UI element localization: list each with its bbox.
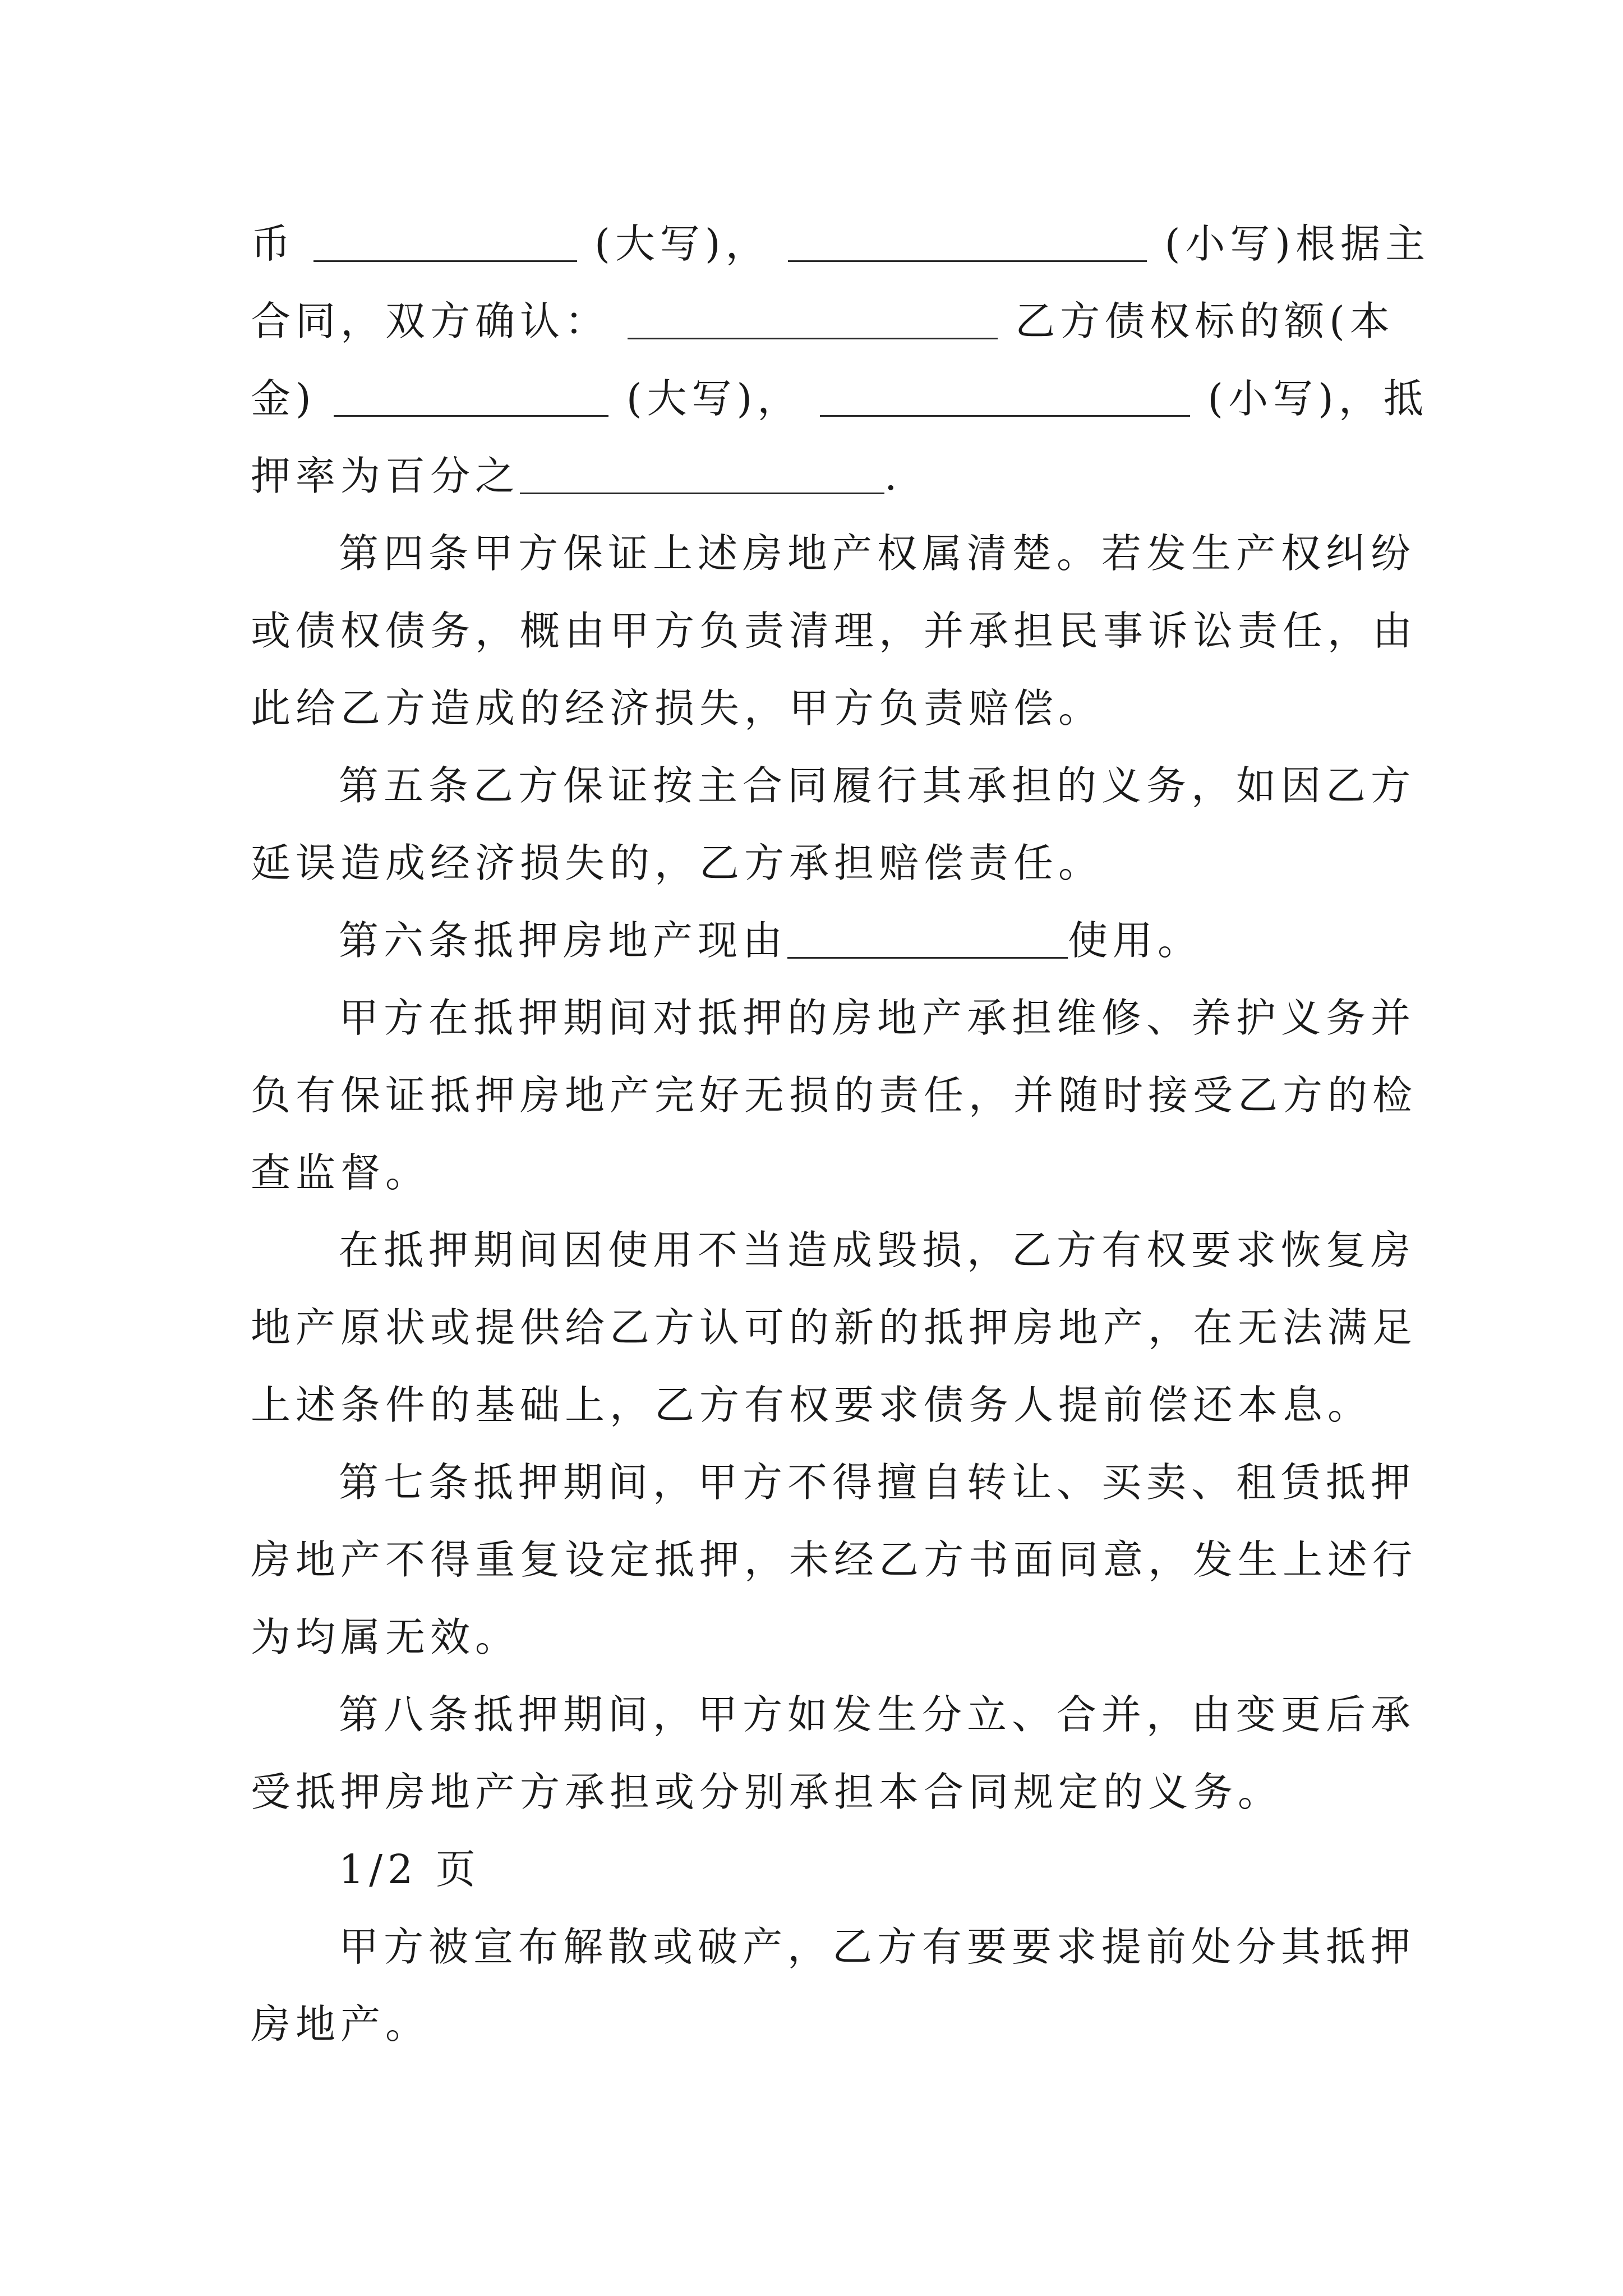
text-line (251, 445, 1378, 507)
paragraph-line: 负有保证抵押房地产完好无损的责任，并随时接受乙方的检 (251, 1072, 1418, 1119)
paragraph-line: 第四条甲方保证上述房地产权属清楚。若发生产权纠纷 (339, 530, 1416, 577)
text-segment: 币 (251, 220, 296, 267)
text-segment: (大写)， (626, 375, 803, 422)
paragraph-line: 在抵押期间因使用不当造成毁损，乙方有权要求恢复房 (339, 1227, 1416, 1273)
fill-in-blank[interactable] (787, 918, 1068, 959)
paragraph-line: 第七条抵押期间，甲方不得擅自转让、买卖、租赁抵押 (339, 1459, 1416, 1506)
paragraph-line: 房地产。 (251, 2001, 431, 2047)
text-segment: 第六条抵押房地产现由 (339, 917, 788, 964)
paragraph-line: 甲方被宣布解散或破产，乙方有要要求提前处分其抵押 (339, 1924, 1416, 1970)
paragraph-line: 或债权债务，概由甲方负责清理，并承担民事诉讼责任，由 (251, 608, 1418, 654)
fill-in-blank[interactable] (334, 376, 608, 417)
fill-in-blank[interactable] (520, 453, 884, 494)
paragraph-line: 延误造成经济损失的，乙方承担赔偿责任。 (251, 840, 1104, 886)
paragraph-line: 查监督。 (251, 1149, 431, 1196)
text-line (339, 910, 1378, 972)
text-line (251, 291, 1395, 352)
text-segment: . (884, 453, 902, 499)
text-segment: 使用。 (1068, 917, 1203, 964)
paragraph-line: 房地产不得重复设定抵押，未经乙方书面同意，发生上述行 (251, 1536, 1418, 1583)
page-number: 1/2 页 (339, 1846, 481, 1893)
text-line (251, 213, 1431, 275)
paragraph-line: 第五条乙方保证按主合同履行其承担的义务，如因乙方 (339, 762, 1416, 809)
fill-in-blank[interactable] (628, 298, 998, 339)
paragraph-line: 地产原状或提供给乙方认可的新的抵押房地产，在无法满足 (251, 1304, 1418, 1351)
paragraph-line: 第八条抵押期间，甲方如发生分立、合并，由变更后承 (339, 1691, 1416, 1738)
paragraph-line: 受抵押房地产方承担或分别承担本合同规定的义务。 (251, 1769, 1283, 1815)
text-segment: (大写)， (594, 220, 771, 267)
text-segment: 合同，双方确认： (251, 298, 610, 344)
fill-in-blank[interactable] (788, 221, 1147, 262)
text-line (251, 368, 1428, 430)
paragraph-line: 此给乙方造成的经济损失，甲方负责赔偿。 (251, 685, 1104, 731)
text-segment: 金) (251, 375, 316, 422)
fill-in-blank[interactable] (313, 221, 577, 262)
fill-in-blank[interactable] (820, 376, 1190, 417)
text-segment: 乙方债权标的额(本 (1015, 298, 1395, 344)
paragraph-line: 为均属无效。 (251, 1614, 520, 1660)
paragraph-line: 上述条件的基础上，乙方有权要求债务人提前偿还本息。 (251, 1382, 1373, 1428)
paragraph-line: 甲方在抵押期间对抵押的房地产承担维修、养护义务并 (339, 995, 1416, 1041)
text-segment: 押率为百分之 (251, 453, 520, 499)
text-segment: (小写)根据主 (1164, 220, 1431, 267)
text-segment: (小写)，抵 (1207, 375, 1428, 422)
